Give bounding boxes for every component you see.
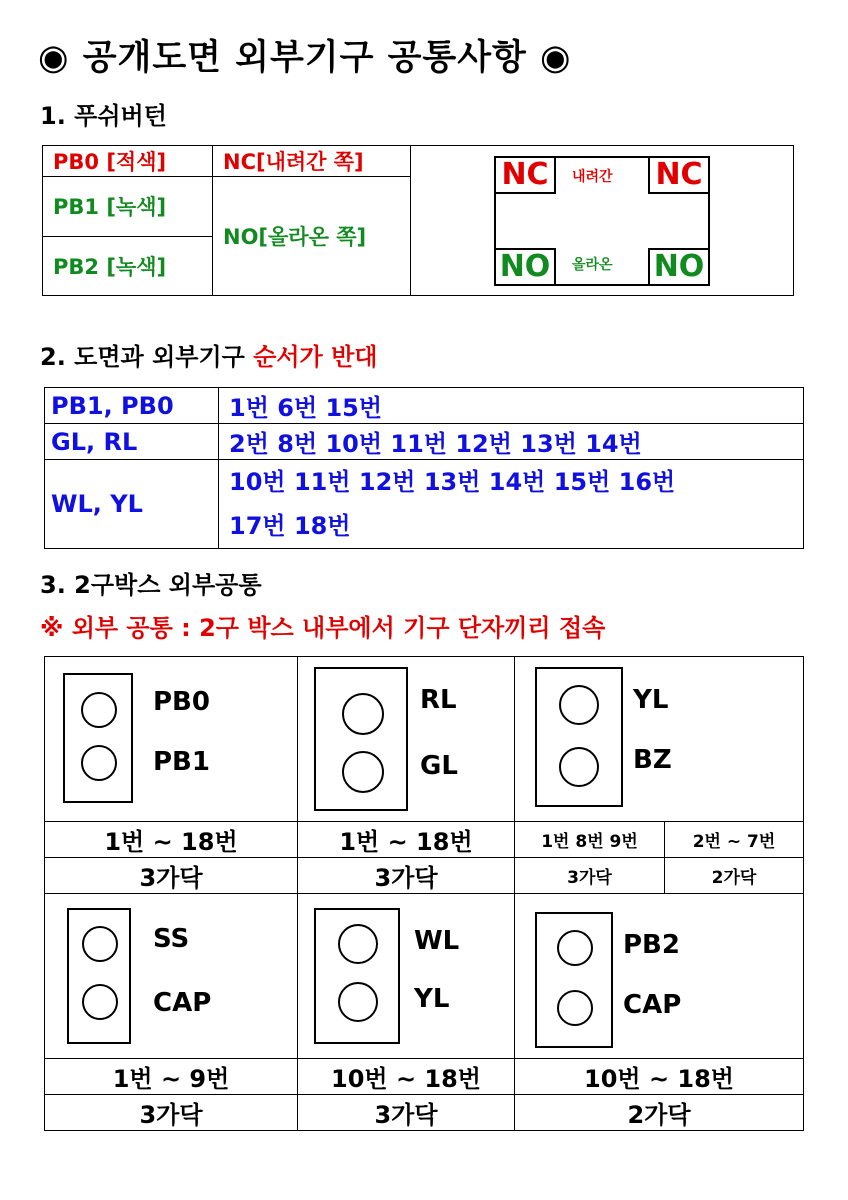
no-label: NO[올라온 쪽] <box>213 177 411 296</box>
box-cell-4 <box>45 894 298 1059</box>
hole-top <box>559 685 599 725</box>
hole-top <box>82 926 118 962</box>
box6-range: 10번 ~ 18번 <box>515 1059 804 1095</box>
box3-steps-b: 2가닥 <box>665 858 804 894</box>
pb-diagram-cell <box>411 146 794 296</box>
box-table <box>44 656 804 1131</box>
nc-left: NC <box>494 156 556 194</box>
box3-top-label: YL <box>633 685 669 715</box>
box-cell-3 <box>515 657 804 822</box>
box-cell-2 <box>298 657 515 822</box>
box3-range-a: 1번 8번 9번 <box>515 822 665 858</box>
order-table <box>44 387 804 549</box>
box1-steps: 3가닥 <box>45 858 298 894</box>
two-gang-box <box>535 912 613 1048</box>
two-gang-box <box>314 908 400 1044</box>
section2-heading-prefix: 2. 도면과 외부기구 <box>40 343 254 371</box>
box2-range: 1번 ~ 18번 <box>298 822 515 858</box>
box4-range: 1번 ~ 9번 <box>45 1059 298 1095</box>
pb2-cell: PB2 [녹색] <box>43 236 213 295</box>
order-values-1: 1번 6번 15번 <box>219 388 804 424</box>
hole-bottom <box>557 990 593 1026</box>
hole-bottom <box>342 751 384 793</box>
section2-heading-highlight: 순서가 반대 <box>253 343 378 371</box>
order-name-3: WL, YL <box>45 460 219 549</box>
box2-bottom-label: GL <box>420 751 458 781</box>
box6-top-label: PB2 <box>623 930 680 960</box>
two-gang-box <box>535 667 623 807</box>
order-name-1: PB1, PB0 <box>45 388 219 424</box>
hole-bottom <box>338 982 378 1022</box>
box1-top-label: PB0 <box>153 687 210 717</box>
order-values-3 <box>219 460 804 549</box>
page-title: ◉ 공개도면 외부기구 공통사항 ◉ <box>38 38 572 78</box>
hole-bottom <box>82 984 118 1020</box>
box5-top-label: WL <box>414 926 460 956</box>
box3-steps-a: 3가닥 <box>515 858 665 894</box>
hole-top <box>338 924 378 964</box>
box1-bottom-label: PB1 <box>153 747 210 777</box>
box6-steps: 2가닥 <box>515 1095 804 1131</box>
section1-heading: 1. 푸쉬버턴 <box>40 102 167 130</box>
nc-right: NC <box>648 156 710 194</box>
order-name-2: GL, RL <box>45 424 219 460</box>
section2-heading <box>40 337 377 372</box>
pushbutton-table <box>42 145 794 296</box>
box-cell-1 <box>45 657 298 822</box>
order-values-2: 2번 8번 10번 11번 12번 13번 14번 <box>219 424 804 460</box>
hole-top <box>342 693 384 735</box>
hole-bottom <box>559 747 599 787</box>
box4-bottom-label: CAP <box>153 988 212 1018</box>
box5-bottom-label: YL <box>414 984 450 1014</box>
order-values-3-line2: 17번 18번 <box>229 512 351 540</box>
box2-top-label: RL <box>420 685 457 715</box>
pb0-cell: PB0 [적색] <box>43 146 213 177</box>
nc-text: 내려간 <box>572 168 613 185</box>
two-gang-box <box>314 667 408 811</box>
box1-range: 1번 ~ 18번 <box>45 822 298 858</box>
hole-bottom <box>81 745 117 781</box>
box2-steps: 3가닥 <box>298 858 515 894</box>
box4-steps: 3가닥 <box>45 1095 298 1131</box>
two-gang-box <box>67 908 131 1044</box>
order-values-3-line1: 10번 11번 12번 13번 14번 15번 16번 <box>229 468 676 496</box>
box6-bottom-label: CAP <box>623 990 682 1020</box>
box5-steps: 3가닥 <box>298 1095 515 1131</box>
hole-top <box>81 692 117 728</box>
section3-heading: 3. 2구박스 외부공통 <box>40 571 262 599</box>
box3-range-b: 2번 ~ 7번 <box>665 822 804 858</box>
no-text: 올라온 <box>572 256 613 273</box>
no-right: NO <box>648 248 710 286</box>
two-gang-box <box>63 673 133 803</box>
pushbutton-diagram <box>494 156 710 286</box>
box4-top-label: SS <box>153 924 190 954</box>
no-left: NO <box>494 248 556 286</box>
nc-label: NC[내려간 쪽] <box>213 146 411 177</box>
pb1-cell: PB1 [녹색] <box>43 177 213 236</box>
box-cell-5 <box>298 894 515 1059</box>
box3-bottom-label: BZ <box>633 745 672 775</box>
box-cell-6 <box>515 894 804 1059</box>
section3-note: ※ 외부 공통 : 2구 박스 내부에서 기구 단자끼리 접속 <box>40 614 606 642</box>
box5-range: 10번 ~ 18번 <box>298 1059 515 1095</box>
hole-top <box>557 930 593 966</box>
